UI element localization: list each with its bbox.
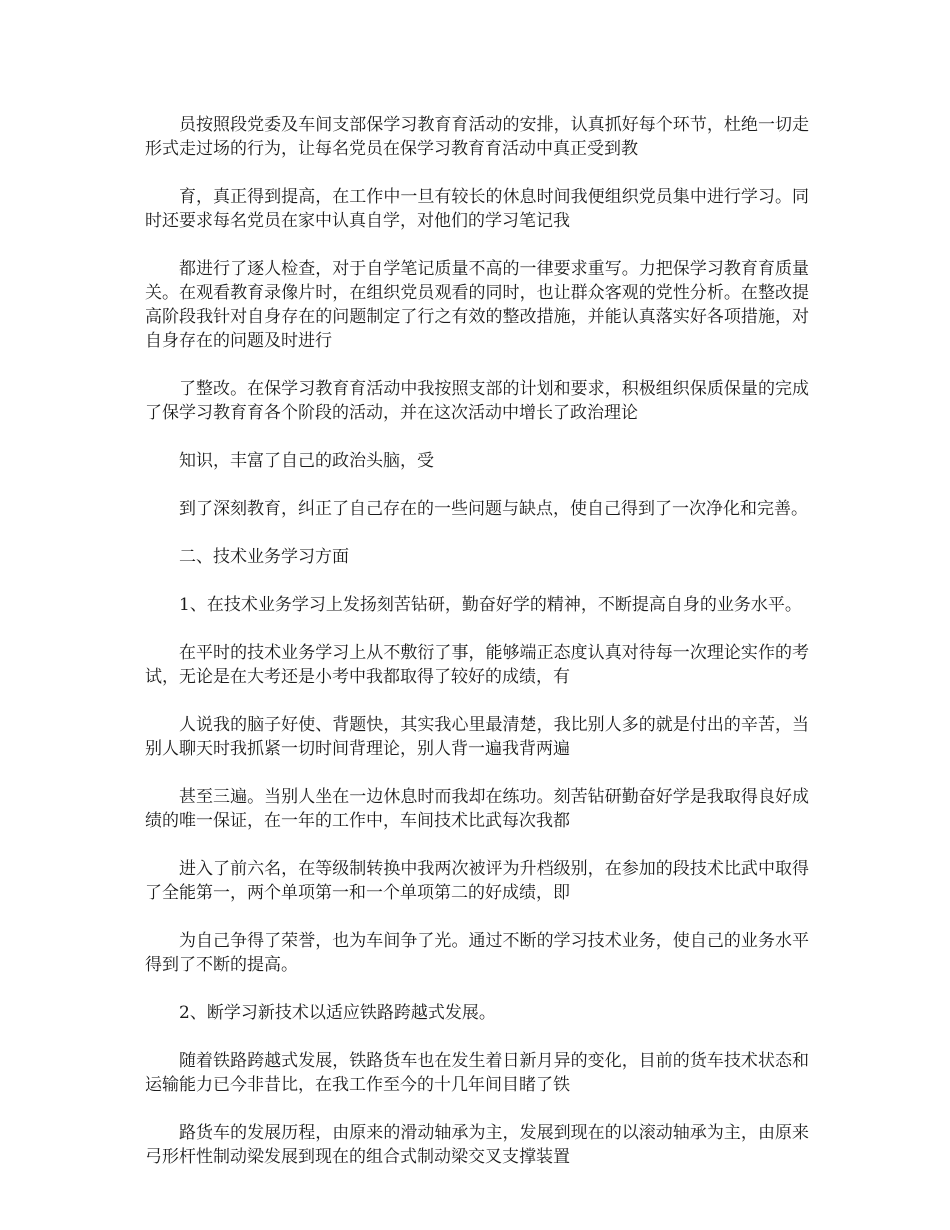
paragraph-2: 育，真正得到提高，在工作中一旦有较长的休息时间我便组织党员集中进行学习。同时还要求每名党员在家中认真自学，对他们的学习笔记我 [145,187,809,231]
paragraph-13: 为自己争得了荣誉，也为车间争了光。通过不断的学习技术业务，使自己的业务水平得到了不断的提高。 [145,931,809,975]
paragraph-10: 人说我的脑子好使、背题快，其实我心里最清楚，我比别人多的就是付出的辛苦，当别人聊天时我抓紧一切时间背理论，别人背一遍我背两遍 [145,715,809,759]
section-heading: 二、技术业务学习方面 [179,547,349,567]
subsection-heading-2: 2、断学习新技术以适应铁路跨越式发展。 [179,1003,496,1023]
paragraph-11: 甚至三遍。当别人坐在一边休息时而我却在练功。刻苦钻研勤奋好学是我取得良好成绩的唯一保证，在一年的工作中，车间技术比武每次我都 [145,787,809,831]
paragraph-12: 进入了前六名，在等级制转换中我两次被评为升档级别，在参加的段技术比武中取得了全能第一，两个单项第一和一个单项第二的好成绩，即 [145,859,809,903]
paragraph-4: 了整改。在保学习教育育活动中我按照支部的计划和要求，积极组织保质保量的完成了保学习教育育各个阶段的活动，并在这次活动中增长了政治理论 [145,379,809,423]
paragraph-9: 在平时的技术业务学习上从不敷衍了事，能够端正态度认真对待每一次理论实作的考试，无论是在大考还是小考中我都取得了较好的成绩，有 [145,643,809,687]
paragraph-6: 到了深刻教育，纠正了自己存在的一些问题与缺点，使自己得到了一次净化和完善。 [179,499,808,519]
subsection-heading-1: 1、在技术业务学习上发扬刻苦钻研，勤奋好学的精神，不断提高自身的业务水平。 [179,595,802,615]
paragraph-16: 路货车的发展历程，由原来的滑动轴承为主，发展到现在的以滚动轴承为主，由原来弓形杆性制动梁发展到现在的组合式制动梁交叉支撑装置 [145,1123,809,1167]
paragraph-3: 都进行了逐人检查，对于自学笔记质量不高的一律要求重写。力把保学习教育育质量关。在观看教育录像片时，在组织党员观看的同时，也让群众客观的党性分析。在整改提高阶段我针对自身存在的问题制定了行之有效的整改措施，并能认真落实好各项措施，对自身存在的问题及时进行 [145,259,809,351]
document-body [145,113,809,1193]
paragraph-1: 员按照段党委及车间支部保学习教育育活动的安排，认真抓好每个环节，杜绝一切走形式走过场的行为，让每名党员在保学习教育育活动中真正受到教 [145,115,809,159]
paragraph-5: 知识，丰富了自己的政治头脑，受 [179,451,434,471]
paragraph-15: 随着铁路跨越式发展，铁路货车也在发生着日新月异的变化，目前的货车技术状态和运输能力已今非昔比，在我工作至今的十几年间目睹了铁 [145,1051,809,1095]
